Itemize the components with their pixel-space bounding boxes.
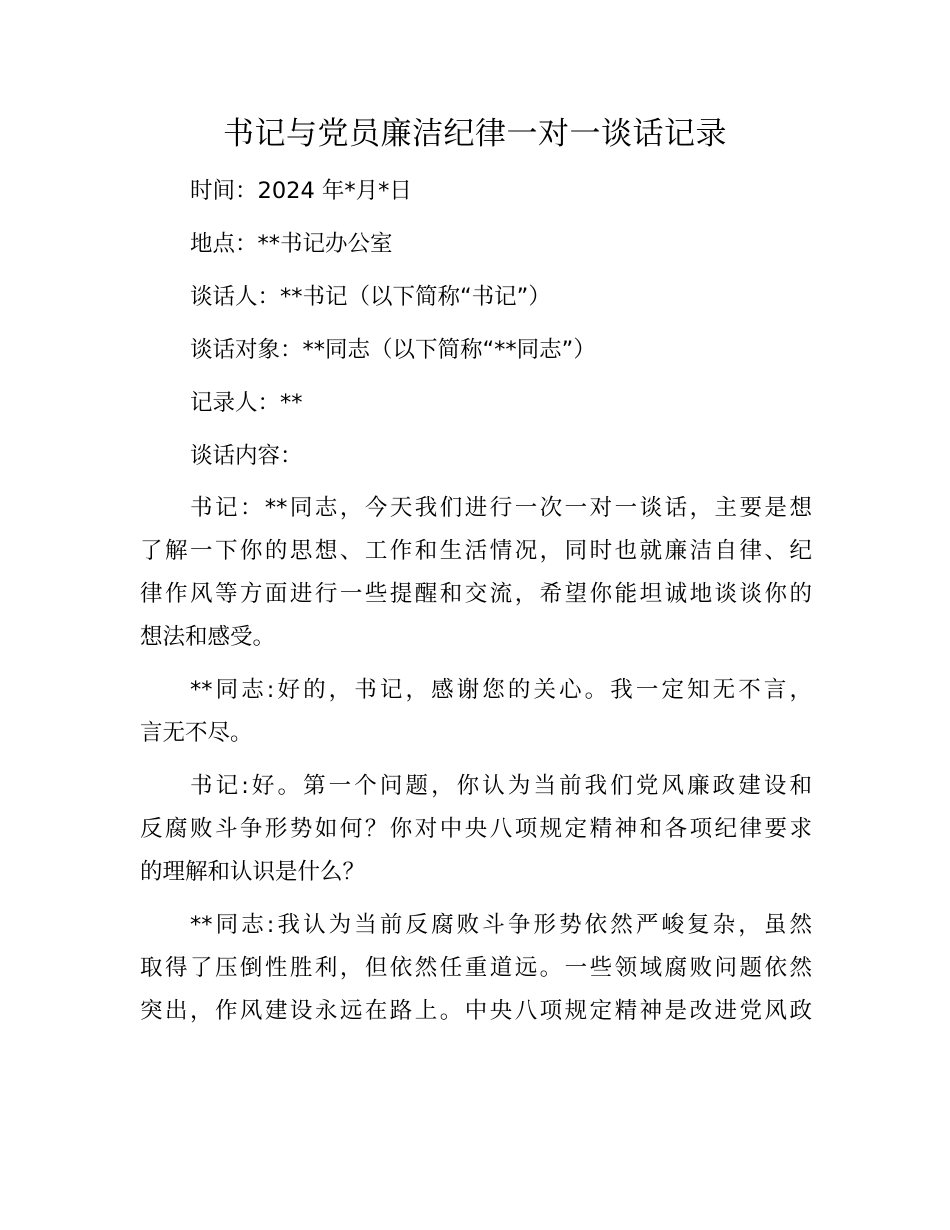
paragraph-line: 突出，作风建设永远在路上。中央八项规定精神是改进党风政	[140, 998, 812, 1024]
meta-location	[190, 228, 393, 260]
meta-value: **书记（以下简称“书记”）	[280, 284, 551, 310]
paragraph-line: **同志:我认为当前反腐败斗争形势依然严峻复杂，虽然	[190, 912, 812, 938]
paragraph-line: 言无不尽。	[140, 720, 253, 746]
meta-value: **同志（以下简称“**同志”）	[302, 337, 596, 363]
meta-label: 时间：	[190, 178, 258, 204]
paragraph-line: 律作风等方面进行一些提醒和交流，希望你能坦诚地谈谈你的	[140, 581, 812, 607]
paragraph-line: 的理解和认识是什么？	[140, 859, 366, 885]
meta-value: 2024 年*月*日	[257, 178, 412, 204]
paragraph-line: **同志:好的，书记，感谢您的关心。我一定知无不言，	[190, 677, 812, 703]
paragraph-line: 取得了压倒性胜利，但依然任重道远。一些领域腐败问题依然	[140, 955, 812, 981]
meta-interviewee	[190, 334, 596, 366]
meta-content-heading	[190, 440, 303, 472]
meta-label: 谈话内容：	[190, 443, 303, 469]
meta-time	[190, 175, 412, 207]
meta-value: **书记办公室	[257, 231, 393, 257]
paragraph-line: 想法和感受。	[140, 624, 276, 650]
paragraph-line: 书记:好。第一个问题，你认为当前我们党风廉政建设和	[190, 773, 812, 799]
paragraph-line: 了解一下你的思想、工作和生活情况，同时也就廉洁自律、纪	[140, 538, 812, 564]
meta-label: 谈话对象：	[190, 337, 303, 363]
meta-recorder	[190, 387, 303, 419]
meta-interviewer	[190, 281, 551, 313]
meta-label: 谈话人：	[190, 284, 281, 310]
meta-label: 记录人：	[190, 390, 281, 416]
paragraph-line: 书记：**同志，今天我们进行一次一对一谈话，主要是想	[190, 495, 812, 521]
document-title: 书记与党员廉洁纪律一对一谈话记录	[223, 116, 727, 152]
meta-label: 地点：	[190, 231, 258, 257]
paragraph-line: 反腐败斗争形势如何？你对中央八项规定精神和各项纪律要求	[140, 816, 812, 842]
meta-value: **	[280, 390, 303, 416]
